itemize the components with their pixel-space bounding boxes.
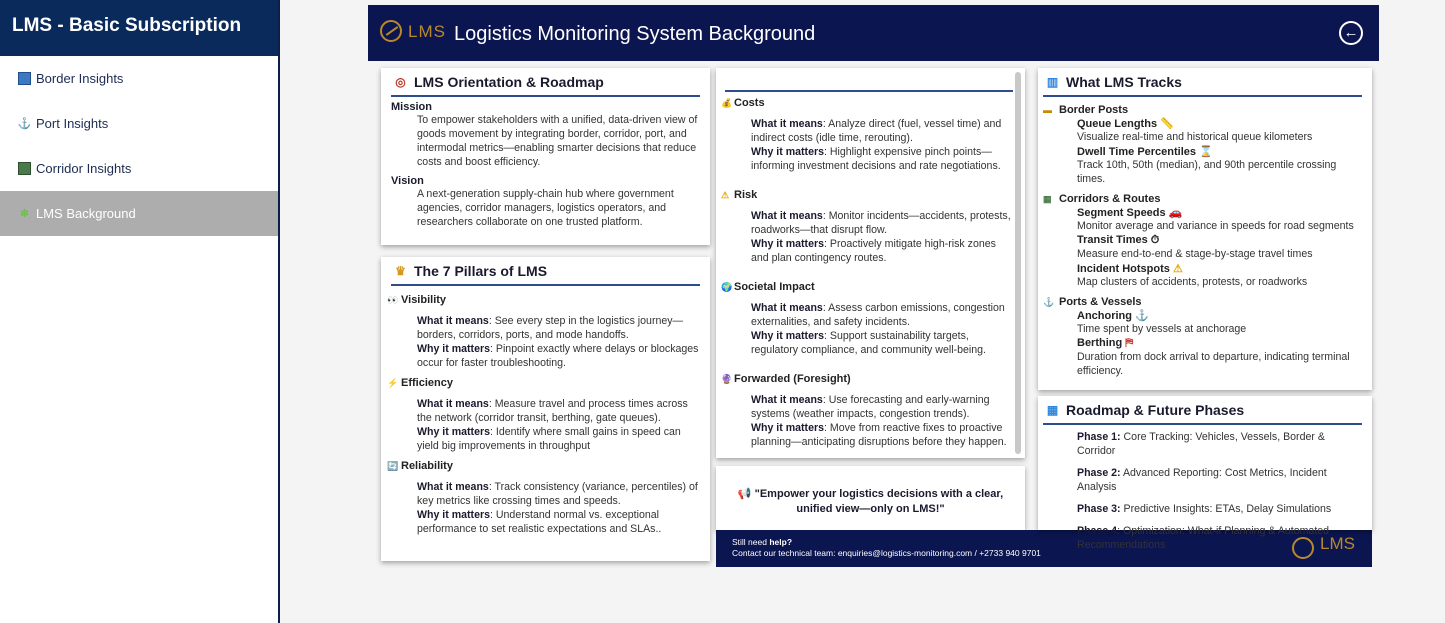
pillar-costs: [721, 97, 1013, 109]
track-item-name: Transit Times: [1077, 234, 1148, 246]
lightning-icon: ⚡: [387, 377, 399, 388]
phase-text: Predictive Insights: ETAs, Delay Simulations: [1123, 503, 1332, 515]
phase-label: Phase 2:: [1077, 467, 1121, 479]
pillar-risk: [721, 189, 1013, 201]
what-label: What it means: [417, 315, 489, 327]
phase-label: Phase 4: [1077, 525, 1118, 537]
card-title: [391, 257, 700, 286]
pillar-name: Costs: [734, 97, 765, 109]
track-item-name: Berthing: [1077, 337, 1123, 349]
contact-line[interactable]: Contact our technical team: enquiries@logistics-monitoring.com / +2733 940 9701: [732, 548, 1041, 558]
scrollbar[interactable]: [1015, 72, 1021, 454]
why-text: Identify where small gains in speed can yield big improvements in throughput: [417, 426, 681, 452]
ruler-icon: 📏: [1160, 118, 1174, 130]
mission-label: Mission: [391, 101, 432, 113]
track-desc: Time spent by vessels at anchorage: [1077, 323, 1247, 335]
why-label: Why it matters: [751, 330, 824, 342]
pillar-text: What it means: Use forecasting and early-warning systems (weather impacts, congestion trends). Why it matters: Move from reactive fixes to proactive planning—anticipating disruptions before they happen.: [751, 394, 1007, 448]
quote-text: [716, 487, 1025, 517]
sidebar-title: LMS - Basic Subscription: [0, 0, 278, 56]
globe-icon: [380, 20, 402, 42]
map-icon: [18, 162, 31, 175]
pillar-name: Reliability: [401, 460, 453, 472]
pillar-text: What it means: Measure travel and process times across the network (corridor transit, berthing, gate queues). Why it matters: Identify where small gains in speed can yield big improvements in throughput: [417, 398, 688, 452]
what-label: What it means: [751, 118, 823, 130]
why-label: Why it matters: [751, 238, 824, 250]
track-group-name: Border Posts: [1059, 104, 1129, 116]
why-text: Highlight expensive pinch points—informing investment decisions and rate negotiations.: [751, 146, 1001, 172]
quote-card: [716, 466, 1025, 530]
why-text: Move from reactive fixes to proactive planning—anticipating disruptions before they happen.: [751, 422, 1007, 448]
pillar-text: What it means: Analyze direct (fuel, vessel time) and indirect costs (idle time, rerouting). Why it matters: Highlight expensive pinch points—informing investment decisions and rate negotiations.: [751, 118, 1002, 172]
chart-icon: ▥: [1046, 75, 1059, 89]
target-icon: ◎: [395, 75, 406, 89]
card-title: [1043, 68, 1362, 97]
track-group-ports: [1043, 296, 1362, 308]
anchor-icon: ⚓: [17, 118, 32, 130]
megaphone-icon: 📢: [737, 488, 752, 500]
phase-text: Advanced Reporting: Cost Metrics, Incident Analysis: [1077, 467, 1327, 493]
orientation-card: [381, 68, 710, 245]
pillar-text: What it means: Assess carbon emissions, congestion externalities, and safety incidents. Why it matters: Support sustainability targets, regulatory compliance, and community well-being.: [751, 302, 1005, 356]
sidebar-item-port-insights[interactable]: [0, 101, 278, 146]
track-desc: Measure end-to-end & stage-by-stage travel times: [1077, 248, 1313, 260]
pillar-name: Societal Impact: [734, 281, 815, 293]
card-title-rule: [725, 68, 1013, 92]
why-label: Why it matters: [751, 146, 824, 158]
track-group-name: Corridors & Routes: [1059, 193, 1161, 205]
sidebar-item-corridor-insights[interactable]: [0, 146, 278, 191]
stopwatch-icon: ⏱: [1150, 234, 1160, 246]
track-desc: Monitor average and variance in speeds for road segments: [1077, 220, 1354, 232]
mission-text: To empower stakeholders with a unified, data-driven view of goods movement by integrating border, corridor, port, and intermodal metrics—enabling smarter decisions that reduce costs and boost efficiency.: [417, 114, 698, 168]
track-desc: Visualize real-time and historical queue kilometers: [1077, 131, 1313, 143]
dock-icon: ⛿: [1125, 337, 1134, 349]
pillar-forwarded: [721, 373, 1013, 385]
pillar-visibility: [387, 294, 700, 306]
track-desc: Duration from dock arrival to departure, indicating terminal efficiency.: [1077, 351, 1350, 377]
warning-icon: ⚠: [721, 189, 730, 200]
what-text: Use forecasting and early-warning systems (weather impacts, congestion trends).: [751, 394, 990, 420]
track-item: [1043, 117, 1362, 130]
track-desc: Track 10th, 50th (median), and 90th percentile crossing times.: [1077, 159, 1337, 185]
sidebar-item-label: Port Insights: [36, 116, 109, 131]
track-desc: Map clusters of accidents, protests, or roadworks: [1077, 276, 1308, 288]
track-group-border-posts: [1043, 104, 1362, 116]
pillar-text: What it means: See every step in the logistics journey—borders, corridors, ports, and mode handoffs. Why it matters: Pinpoint exactly where delays or blockages occur for faster troubleshooting.: [417, 315, 699, 369]
lms-logo: [380, 20, 450, 46]
what-text: Track consistency (variance, percentiles) of key metrics like crossing times and speeds.: [417, 481, 698, 507]
sidebar-item-label: Border Insights: [36, 71, 124, 86]
sidebar-item-border-insights[interactable]: [0, 56, 278, 101]
card-title-text: The 7 Pillars of LMS: [414, 263, 548, 279]
help-bold: help?: [769, 537, 793, 547]
card-title-text: Roadmap & Future Phases: [1066, 402, 1245, 418]
track-item: [1043, 309, 1362, 322]
track-item-name: Anchoring: [1077, 310, 1132, 322]
chart-icon: [18, 72, 31, 85]
what-text: See every step in the logistics journey—borders, corridors, ports, and mode handoffs.: [417, 315, 684, 341]
pillar-name: Forwarded (Foresight): [734, 373, 851, 385]
sidebar: [0, 0, 280, 623]
what-text: Analyze direct (fuel, vessel time) and indirect costs (idle time, rerouting).: [751, 118, 1002, 144]
why-label: Why it matters: [417, 343, 490, 355]
why-text: Proactively mitigate high-risk zones and plan contingency routes.: [751, 238, 996, 264]
phase-item: [1043, 430, 1362, 458]
phase-label: Phase 1:: [1077, 431, 1121, 443]
pillar-name: Risk: [734, 189, 758, 201]
vision-text: A next-generation supply-chain hub where government agencies, corridor managers, logistics operators, and researchers collaborate on one trusted platform.: [417, 188, 674, 228]
pillars-continued-card: [716, 68, 1025, 458]
sidebar-item-lms-background[interactable]: [0, 191, 278, 236]
calendar-icon: ▦: [1046, 403, 1059, 417]
page-title: Logistics Monitoring System Background: [454, 23, 816, 45]
refresh-icon: 🔄: [387, 460, 399, 471]
why-label: Why it matters: [417, 426, 490, 438]
pillars-card: [381, 257, 710, 561]
warning-icon: ⚠: [1172, 263, 1183, 275]
track-item: [1043, 145, 1362, 158]
pillar-societal-impact: [721, 281, 1013, 293]
what-text: Measure travel and process times across the network (corridor transit, berthing, gate queues).: [417, 398, 688, 424]
why-label: Why it matters: [417, 509, 490, 521]
phase-item: [1043, 502, 1362, 516]
sidebar-item-label: Corridor Insights: [36, 161, 132, 176]
quote-body: "Empower your logistics decisions with a clear, unified view—only on LMS!": [754, 488, 1004, 515]
barrier-icon: ▬: [1043, 105, 1052, 115]
phase-text: Optimization: What-if Planning & Automated Recommendations: [1077, 525, 1330, 551]
pillar-name: Efficiency: [401, 377, 453, 389]
track-item: [1043, 234, 1362, 247]
card-title-text: LMS Orientation & Roadmap: [414, 74, 604, 90]
card-title: [1043, 396, 1362, 425]
card-title: [391, 68, 700, 97]
track-group-corridors: [1043, 193, 1362, 205]
what-label: What it means: [751, 394, 823, 406]
why-text: Pinpoint exactly where delays or blockages occur for faster troubleshooting.: [417, 343, 699, 369]
map-icon: ▦: [1043, 193, 1052, 204]
why-text: Understand normal vs. exceptional performance to set realistic expectations and SLAs..: [417, 509, 662, 535]
tracks-card: [1038, 68, 1372, 390]
puzzle-icon: ✽: [19, 208, 30, 220]
track-item: [1043, 262, 1362, 275]
back-arrow-icon[interactable]: ←: [1339, 21, 1363, 45]
car-icon: 🚗: [1168, 207, 1183, 219]
track-item-name: Incident Hotspots: [1077, 263, 1170, 275]
what-label: What it means: [751, 210, 823, 222]
why-text: Support sustainability targets, regulatory compliance, and community well-being.: [751, 330, 986, 356]
phase-item: [1043, 466, 1362, 494]
what-text: Assess carbon emissions, congestion externalities, and safety incidents.: [751, 302, 1005, 328]
pillar-efficiency: [387, 377, 700, 389]
track-item: [1043, 206, 1362, 219]
track-item: [1043, 337, 1362, 350]
anchor-icon: ⚓: [1043, 296, 1055, 307]
why-label: Why it matters: [751, 422, 824, 434]
what-text: Monitor incidents—accidents, protests, roadworks—that disrupt flow.: [751, 210, 1011, 236]
track-item-name: Dwell Time Percentiles: [1077, 146, 1197, 158]
hourglass-icon: ⌛: [1199, 146, 1213, 158]
page-banner: [368, 5, 1379, 61]
pillar-name: Visibility: [401, 294, 447, 306]
phase-item: Phase 4: Optimization: What-if Planning & Automated Recommendations: [1077, 525, 1330, 551]
card-title-text: What LMS Tracks: [1066, 74, 1182, 90]
trophy-icon: ♛: [395, 264, 406, 278]
track-item-name: Segment Speeds: [1077, 207, 1166, 219]
logo-text: LMS: [408, 22, 446, 41]
track-item-name: Queue Lengths: [1077, 118, 1158, 130]
pillar-text: What it means: Monitor incidents—accidents, protests, roadworks—that disrupt flow. Why it matters: Proactively mitigate high-risk zones and plan contingency routes.: [751, 210, 1011, 264]
help-prefix: Still need: [732, 537, 770, 547]
anchor-icon: ⚓: [1135, 310, 1149, 322]
vision-label: Vision: [391, 175, 424, 187]
phase-label: Phase 3:: [1077, 503, 1121, 515]
money-bag-icon: 💰: [721, 97, 733, 108]
crystal-ball-icon: 🔮: [721, 373, 733, 384]
phase-text: Core Tracking: Vehicles, Vessels, Border & Corridor: [1077, 431, 1325, 457]
track-group-name: Ports & Vessels: [1059, 296, 1142, 308]
what-label: What it means: [417, 481, 489, 493]
logo-text: LMS: [1320, 534, 1355, 553]
sidebar-item-label: LMS Background: [36, 206, 136, 221]
pillar-reliability: [387, 460, 700, 472]
what-label: What it means: [417, 398, 489, 410]
globe-icon: 🌍: [721, 281, 733, 292]
eyes-icon: 👀: [387, 294, 399, 305]
what-label: What it means: [751, 302, 823, 314]
pillar-text: What it means: Track consistency (variance, percentiles) of key metrics like crossing times and speeds. Why it matters: Understand normal vs. exceptional performance to set realistic expectations and SLAs..: [417, 481, 698, 535]
